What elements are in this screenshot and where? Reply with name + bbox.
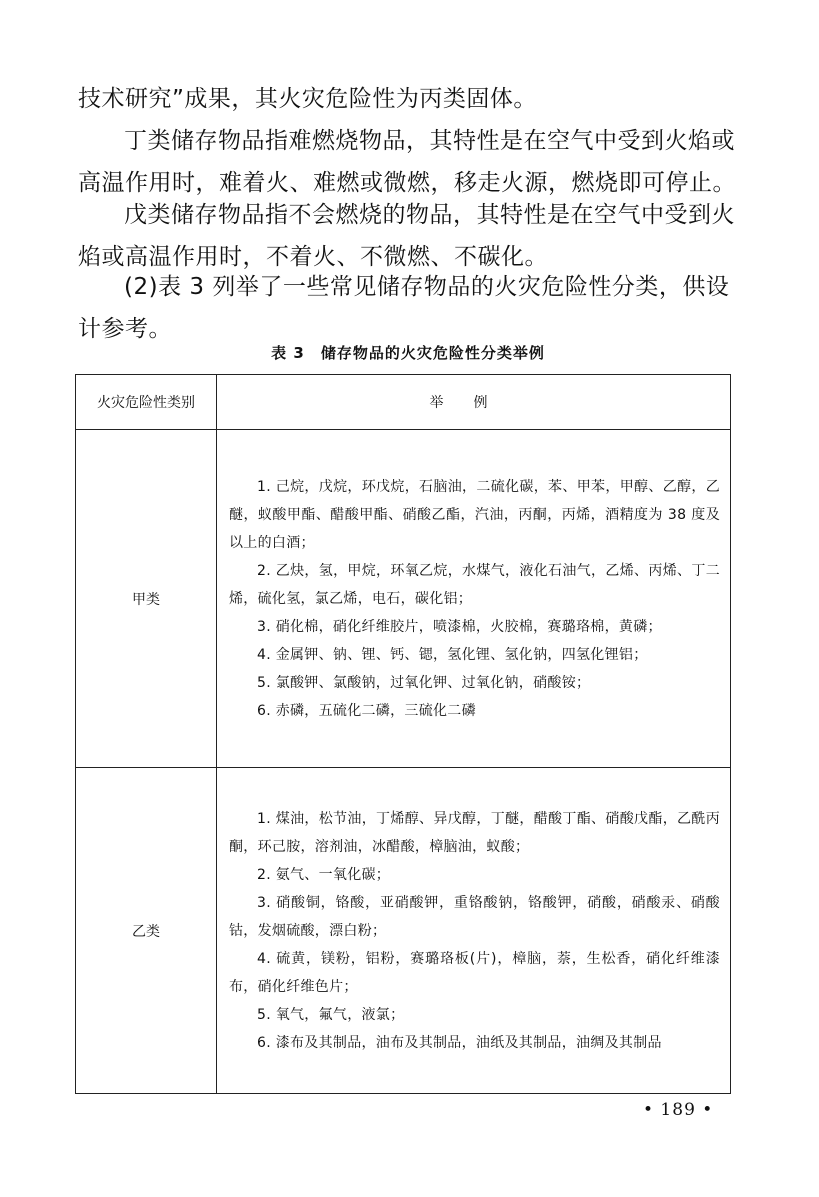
table-row [76, 768, 731, 1094]
example-item: 5. 氧气，氟气，液氯； [257, 1006, 405, 1023]
paragraph-table-intro: (2)表 3 列举了一些常见储存物品的火灾危险性分类，供设计参考。 [78, 274, 730, 342]
example-item: 2. 氨气、一氧化碳； [257, 866, 391, 883]
table-caption: 表 3 储存物品的火灾危险性分类举例 [271, 344, 545, 362]
table-header-row [76, 375, 731, 430]
example-item: 4. 金属钾、钠、锂、钙、锶，氢化锂、氢化钠，四氢化锂铝； [257, 646, 648, 663]
paragraph-class-ding: 丁类储存物品指难燃烧物品，其特性是在空气中受到火焰或高温作用时，难着火、难燃或微燃，移走火源，燃烧即可停止。 [78, 128, 736, 196]
example-item: 6. 赤磷，五硫化二磷，三硫化二磷 [257, 702, 476, 719]
example-item: 1. 己烷，戊烷，环戊烷，石脑油，二硫化碳，苯、甲苯，甲醇、乙醇，乙醚，蚁酸甲酯、醋酸甲酯、硝酸乙酯，汽油，丙酮，丙烯，酒精度为 38 度及以上的白酒； [229, 478, 720, 551]
example-item: 5. 氯酸钾、氯酸钠，过氧化钾、过氧化钠，硝酸铵； [257, 674, 591, 691]
examples-cell [217, 430, 731, 768]
example-item: 4. 硫黄，镁粉，铝粉，赛璐珞板(片)，樟脑，萘，生松香，硝化纤维漆布，硝化纤维色片； [229, 950, 720, 995]
category-cell: 甲类 [76, 430, 217, 768]
table-row [76, 430, 731, 768]
example-item: 3. 硝酸铜，铬酸，亚硝酸钾，重铬酸钠，铬酸钾，硝酸，硝酸汞、硝酸钴，发烟硫酸，漂白粉； [229, 894, 720, 939]
header-examples: 举例 [217, 375, 731, 430]
page-number: • 189 • [643, 1100, 714, 1120]
paragraph-class-wu: 戊类储存物品指不会燃烧的物品，其特性是在空气中受到火焰或高温作用时，不着火、不微燃、不碳化。 [78, 202, 735, 270]
paragraph-fragment: 技术研究”成果，其火灾危险性为丙类固体。 [78, 86, 537, 112]
category-cell: 乙类 [76, 768, 217, 1094]
example-item: 3. 硝化棉，硝化纤维胶片，喷漆棉，火胶棉，赛璐珞棉，黄磷； [257, 618, 662, 635]
examples-cell [217, 768, 731, 1094]
header-category: 火灾危险性类别 [76, 375, 217, 430]
example-item: 6. 漆布及其制品，油布及其制品，油纸及其制品，油绸及其制品 [257, 1034, 662, 1051]
classification-table [75, 374, 731, 1094]
example-item: 1. 煤油，松节油，丁烯醇、异戊醇，丁醚，醋酸丁酯、硝酸戊酯，乙酰丙酮，环己胺，溶剂油，冰醋酸，樟脑油，蚁酸； [229, 810, 720, 855]
example-item: 2. 乙炔，氢，甲烷，环氧乙烷，水煤气，液化石油气，乙烯、丙烯、丁二烯，硫化氢，氯乙烯，电石，碳化铝； [229, 562, 720, 607]
